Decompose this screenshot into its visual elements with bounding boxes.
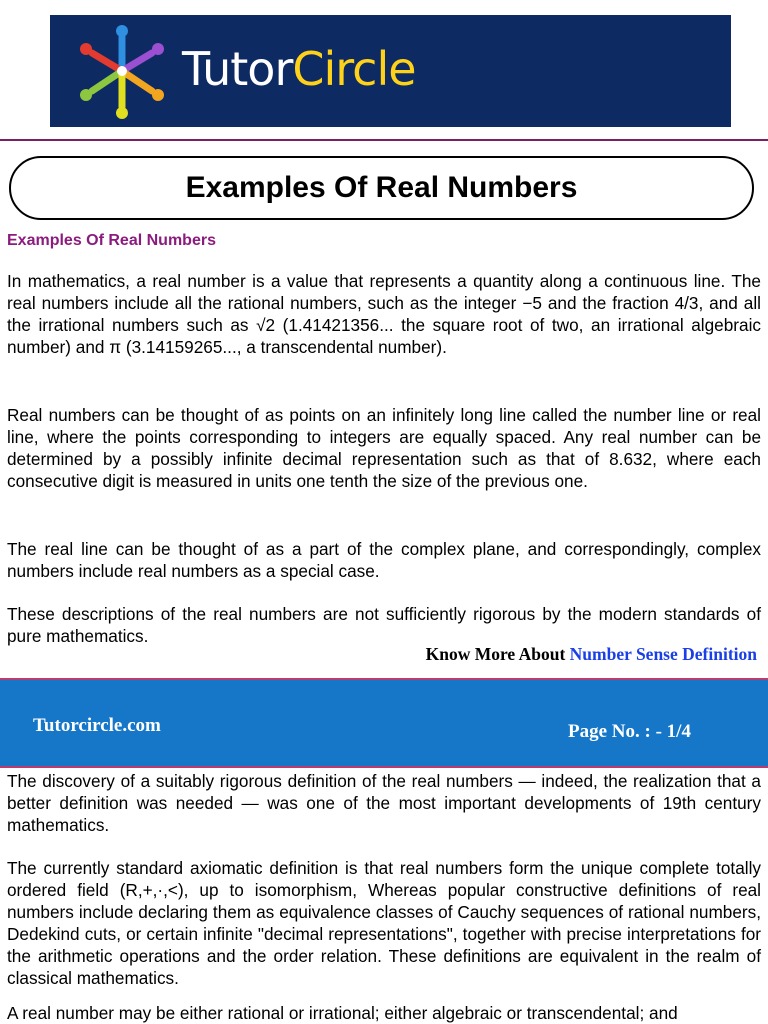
logo-word-circle: Circle [292, 42, 416, 96]
know-more-prefix: Know More About [425, 644, 570, 664]
paragraph-1: In mathematics, a real number is a value that represents a quantity along a continuous line. The real numbers include all the rational numbers, such as the integer −5 and the fraction 4/3, and all the irrational numbers such as √2 (1.41421356... the square root of two, an irrational algebraic number) and π (3.14159265..., a transcendental number). [7, 271, 761, 357]
section-heading: Examples Of Real Numbers [7, 232, 216, 249]
know-more-line [426, 643, 757, 665]
paragraph-4: These descriptions of the real numbers are not sufficiently rigorous by the modern standards of pure mathematics. [7, 604, 761, 646]
logo-wordmark [182, 43, 416, 95]
page-title: Examples Of Real Numbers [185, 171, 578, 204]
paragraph-3: The real line can be thought of as a part of the complex plane, and correspondingly, complex numbers include real numbers as a special case. [7, 539, 761, 581]
title-frame [9, 156, 754, 220]
footer-band [0, 678, 768, 768]
paragraph-7: A real number may be either rational or irrational; either algebraic or transcendental; and [7, 1003, 678, 1023]
footer-site-link[interactable]: Tutorcircle.com [33, 715, 161, 736]
paragraph-5: The discovery of a suitably rigorous definition of the real numbers — indeed, the realization that a better definition was needed — was one of the most important developments of 19th century mathematics. [7, 771, 761, 835]
paragraph-2: Real numbers can be thought of as points on an infinitely long line called the number line or real line, where the points corresponding to integers are equally spaced. Any real number can be determined by a possibly infinite decimal representation such as that of 8.632, where each consecutive digit is measured in units one tenth the size of the previous one. [7, 405, 761, 491]
header-divider [0, 139, 768, 141]
header-banner [50, 15, 731, 127]
number-sense-definition-link[interactable]: Number Sense Definition [569, 644, 757, 664]
tutorcircle-logo-icon [72, 23, 172, 119]
page-number: Page No. : - 1/4 [568, 721, 691, 742]
logo-word-tutor: Tutor [182, 42, 293, 96]
paragraph-6: The currently standard axiomatic definition is that real numbers form the unique complete totally ordered field (R,+,·,<), up to isomorphism, Whereas popular constructive definitions of real numbers include declaring them as equivalence classes of Cauchy sequences of rational numbers, Dedekind cuts, or certain infinite "decimal representations", together with precise interpretations for the arithmetic operations and the order relation. These definitions are equivalent in the realm of classical mathematics. [7, 858, 761, 988]
